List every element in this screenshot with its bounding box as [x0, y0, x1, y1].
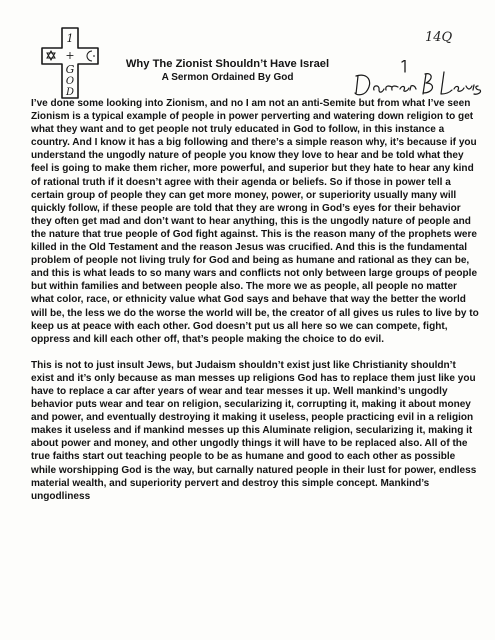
logo-letter-o: O [65, 76, 75, 87]
cross-logo [40, 26, 100, 100]
logo-letter-d: D [65, 87, 75, 98]
paragraph-1: I’ve done some looking into Zionism, and no I am not an anti-Semite but from what I’ve seen Zionism is a typical example of people in power perverting and watering down religion to get what they want and to get people not truly educated in God to follow, in this instance a country. And I know it has a big following and there’s a simple reason why, it’s because if you understand the ungodly nature of people you know they love to hear and be told what they feel is going to make them richer, more powerful, and superior but they hate to hear any kind of rational truth if it doesn’t agree with their agenda or beliefs. So if those in power tell a certain group of people they can get more money, power, or superiority usually many will quickly follow, if these people are told that they are wrong in God’s eyes for their behavior they often get mad and don’t want to hear anything, this is the ungodly nature of people and the nature that true people of God fight against. This is the reason many of the prophets were killed in the Old Testament and the reason Jesus was crucified. And this is the fundamental problem of people not living truly for God and being as humane and rational as they can be, and this is what leads to so many wars and conflicts not only between large groups of people but within families and between people also. The more we as people, all people no matter what color, race, or ethnicity value what God says and behave that way the better the world will be, the less we do the worse the world will be, the creator of all gives us rules to live by to keep us at peace with each other. God doesn’t put us all here so we can compete, fight, oppress and kill each other off, that’s people making the choice to do evil. [31, 98, 479, 345]
signature-mark [402, 60, 405, 72]
page-number: 14Q [425, 30, 453, 45]
logo-letter-g: G [65, 63, 75, 76]
logo-letter-plus: + [65, 49, 75, 62]
logo-letter-1: 1 [66, 32, 74, 45]
document-subtitle: A Sermon Ordained By God [161, 72, 294, 83]
sermon-body [31, 97, 481, 516]
star-of-david-icon [47, 51, 55, 60]
signature [352, 60, 484, 100]
crescent-star-icon [87, 51, 95, 61]
title-block [110, 57, 345, 84]
document-title: Why The Zionist Shouldn’t Have Israel [125, 58, 330, 70]
paragraph-2: This is not to just insult Jews, but Judaism shouldn’t exist just like Christianity shouldn’t exist and it’s only because as man messes up religions God has to replace them just like you have to replace a car after years of wear and tear messes it up. Well mankind’s ungodly behavior puts wear and tear on religion, secularizing it, corrupting it, making it about money and power, and eventually destroying it making it useless, people practicing evil in a religion makes it useless and if mankind messes up this Aluminate religion, secularizing it, making it about power and money, and other ungodly things it will have to be replaced also. All of the true faiths start out teaching people to be as humane and good to each other as possible while worshipping God is the way, but carnally natured people in their lust for power, endless material wealth, and superiority pervert and destroy this simple concept. Mankind’s ungodliness [31, 359, 477, 502]
